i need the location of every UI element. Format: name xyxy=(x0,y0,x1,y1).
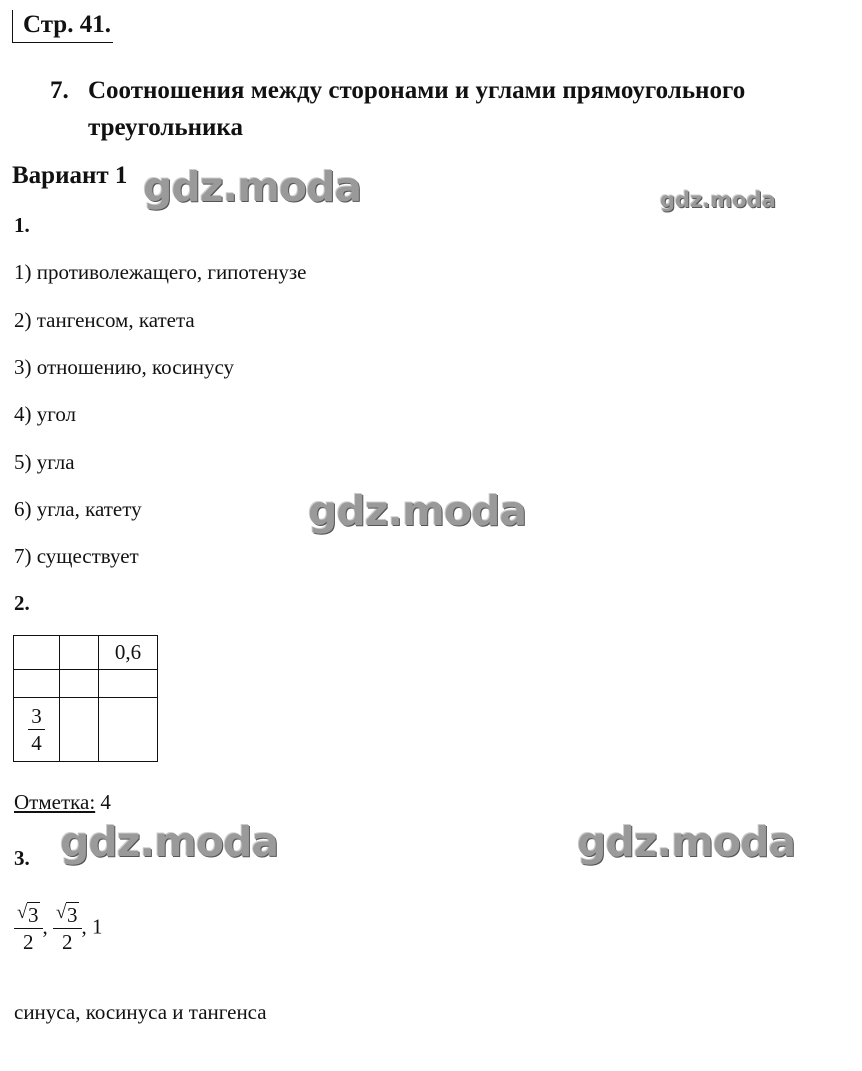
table-cell xyxy=(60,670,99,698)
task-1-answer: 5) угла xyxy=(14,450,75,474)
task-2-table xyxy=(13,635,158,762)
watermark: gdz.moda xyxy=(577,818,796,866)
task-1-answer: 3) отношению, косинусу xyxy=(14,355,235,379)
mark-label: Отметка: xyxy=(14,790,96,814)
page-label: Стр. 41. xyxy=(12,10,113,43)
radical-icon: √ xyxy=(17,902,28,923)
task-3-values xyxy=(14,902,103,955)
task-1-answer: 1) противолежащего, гипотенузе xyxy=(14,260,307,284)
table-cell xyxy=(60,636,99,670)
task-3-answer: синуса, косинуса и тангенса xyxy=(14,1000,267,1024)
fraction xyxy=(28,703,45,756)
mark-value: 4 xyxy=(95,790,111,814)
fraction xyxy=(53,902,82,955)
fraction-denominator: 2 xyxy=(23,930,34,954)
fraction-numerator xyxy=(14,902,43,929)
task-1-answer: 6) угла, катету xyxy=(14,497,142,521)
task-1-number: 1. xyxy=(14,213,30,237)
fraction-numerator xyxy=(53,902,82,929)
table-cell xyxy=(14,636,60,670)
fraction-denominator: 2 xyxy=(62,930,73,954)
table-cell xyxy=(14,698,60,762)
table-cell: 0,6 xyxy=(99,636,158,670)
table-cell xyxy=(99,670,158,698)
radical-icon: √ xyxy=(56,902,67,923)
task-3-number: 3. xyxy=(14,846,30,870)
section-number: 7. xyxy=(50,77,69,104)
section-title: Соотношения между сторонами и углами прямоугольного треугольника xyxy=(88,77,746,141)
fraction-numerator: 3 xyxy=(28,703,45,730)
separator: , 1 xyxy=(81,914,103,939)
square-root xyxy=(56,902,79,928)
square-root xyxy=(17,902,40,928)
task-1-answer: 4) угол xyxy=(14,402,77,426)
watermark: gdz.moda xyxy=(60,818,279,866)
variant-label: Вариант 1 xyxy=(12,162,128,189)
radicand: 3 xyxy=(28,903,39,927)
watermark: gdz.moda xyxy=(660,188,776,212)
separator: , xyxy=(42,914,48,939)
watermark: gdz.moda xyxy=(308,487,527,535)
table-cell xyxy=(60,698,99,762)
task-1-answer: 2) тангенсом, катета xyxy=(14,308,195,332)
task-2-number: 2. xyxy=(14,591,30,615)
table-cell xyxy=(99,698,158,762)
task-1-answer: 7) существует xyxy=(14,544,139,568)
fraction xyxy=(14,902,43,955)
radicand: 3 xyxy=(67,903,78,927)
fraction-denominator: 4 xyxy=(31,731,42,755)
mark-line xyxy=(14,790,111,815)
watermark: gdz.moda xyxy=(143,163,362,211)
table-cell xyxy=(14,670,60,698)
